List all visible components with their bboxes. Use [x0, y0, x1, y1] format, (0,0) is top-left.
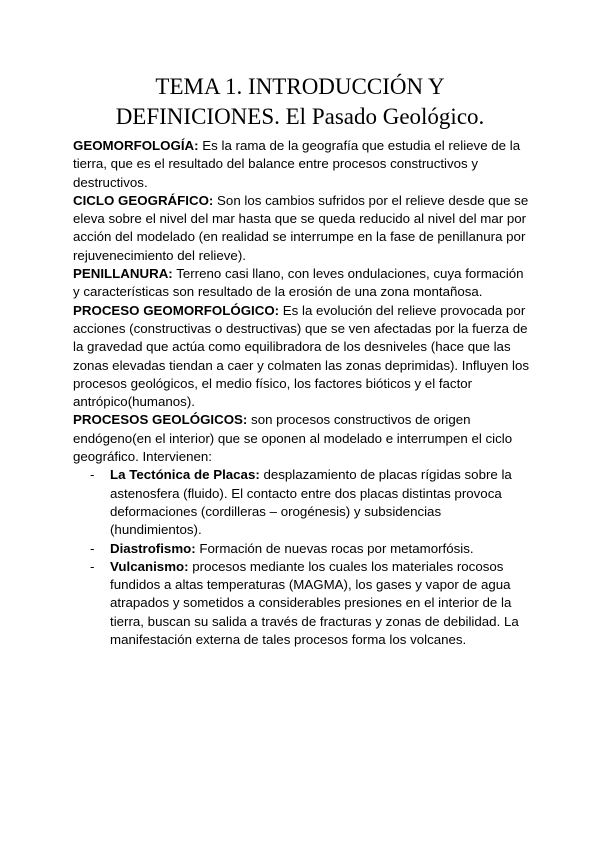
definition-text: son procesos constructivos de origen endógeno(en el interior) que se oponen al modelado e interrumpen el ciclo geográfico. Intervienen: — [73, 412, 513, 465]
bullet-dash: - — [90, 558, 95, 574]
process-text: Formación de nuevas rocas por metamorfósis. — [195, 540, 474, 556]
bullet-dash: - — [90, 467, 95, 483]
list-item-vulcanismo — [73, 558, 533, 649]
list-item-diastrofismo — [73, 540, 533, 558]
process-term: La Tectónica de Placas: — [110, 467, 260, 483]
process-term: Vulcanismo: — [110, 558, 189, 574]
definition-term: CICLO GEOGRÁFICO: — [73, 192, 214, 208]
process-text: desplazamiento de placas rígidas sobre la astenosfera (fluido). El contacto entre dos placas distintas provoca deformaciones (cordilleras – orogénesis) y subsidencias (hundimientos). — [110, 467, 512, 538]
processes-list — [73, 466, 533, 649]
title-line-2: DEFINICIONES. El Pasado Geológico. — [115, 104, 485, 129]
definition-penillanura — [73, 265, 533, 302]
title-line-1: TEMA 1. INTRODUCCIÓN Y — [155, 74, 445, 99]
list-item-tectonica — [73, 466, 533, 539]
document-body — [73, 137, 533, 649]
definition-proceso-geomorfologico — [73, 302, 533, 412]
process-term: Diastrofismo: — [110, 540, 196, 556]
bullet-dash: - — [90, 540, 95, 556]
definition-text: Es la rama de la geografía que estudia el relieve de la tierra, que es el resultado del balance entre procesos constructivos y destructivos. — [73, 138, 521, 190]
definition-term: PENILLANURA: — [73, 266, 173, 282]
definition-term: PROCESO GEOMORFOLÓGICO: — [73, 302, 280, 318]
definition-procesos-geologicos — [73, 411, 533, 466]
page-title — [40, 72, 560, 132]
definition-text: Es la evolución del relieve provocada por acciones (constructivas o destructivas) que se ven afectadas por la fuerza de la gravedad que actúa como equilibradora de los desniveles (hace que las zonas elevadas tiendan a caer y colmaten las zonas deprimidas). Influyen los procesos geológicos, el medio físico, los factores bióticos y el factor antrópico(humanos). — [73, 302, 530, 410]
definition-ciclo-geografico — [73, 192, 533, 265]
process-text: procesos mediante los cuales los materiales rocosos fundidos a altas temperaturas (MAGMA), los gases y vapor de agua atrapados y sometidos a considerables presiones en el interior de la tierra, buscan su salida a través de fracturas y zonas de debilidad. La manifestación externa de tales procesos forma los volcanes. — [110, 558, 519, 648]
definition-term: PROCESOS GEOLÓGICOS: — [73, 412, 248, 428]
definition-text: Terreno casi llano, con leves ondulaciones, cuya formación y características son resultado de la erosión de una zona montañosa. — [73, 266, 524, 300]
definition-text: Son los cambios sufridos por el relieve desde que se eleva sobre el nivel del mar hasta que se queda reducido al nivel del mar por acción del modelado (en realidad se interrumpe en la fase de penillanura por rejuvenecimiento del relieve). — [73, 192, 529, 263]
definition-geomorfologia — [73, 137, 533, 192]
definition-term: GEOMORFOLOGÍA: — [73, 138, 199, 153]
